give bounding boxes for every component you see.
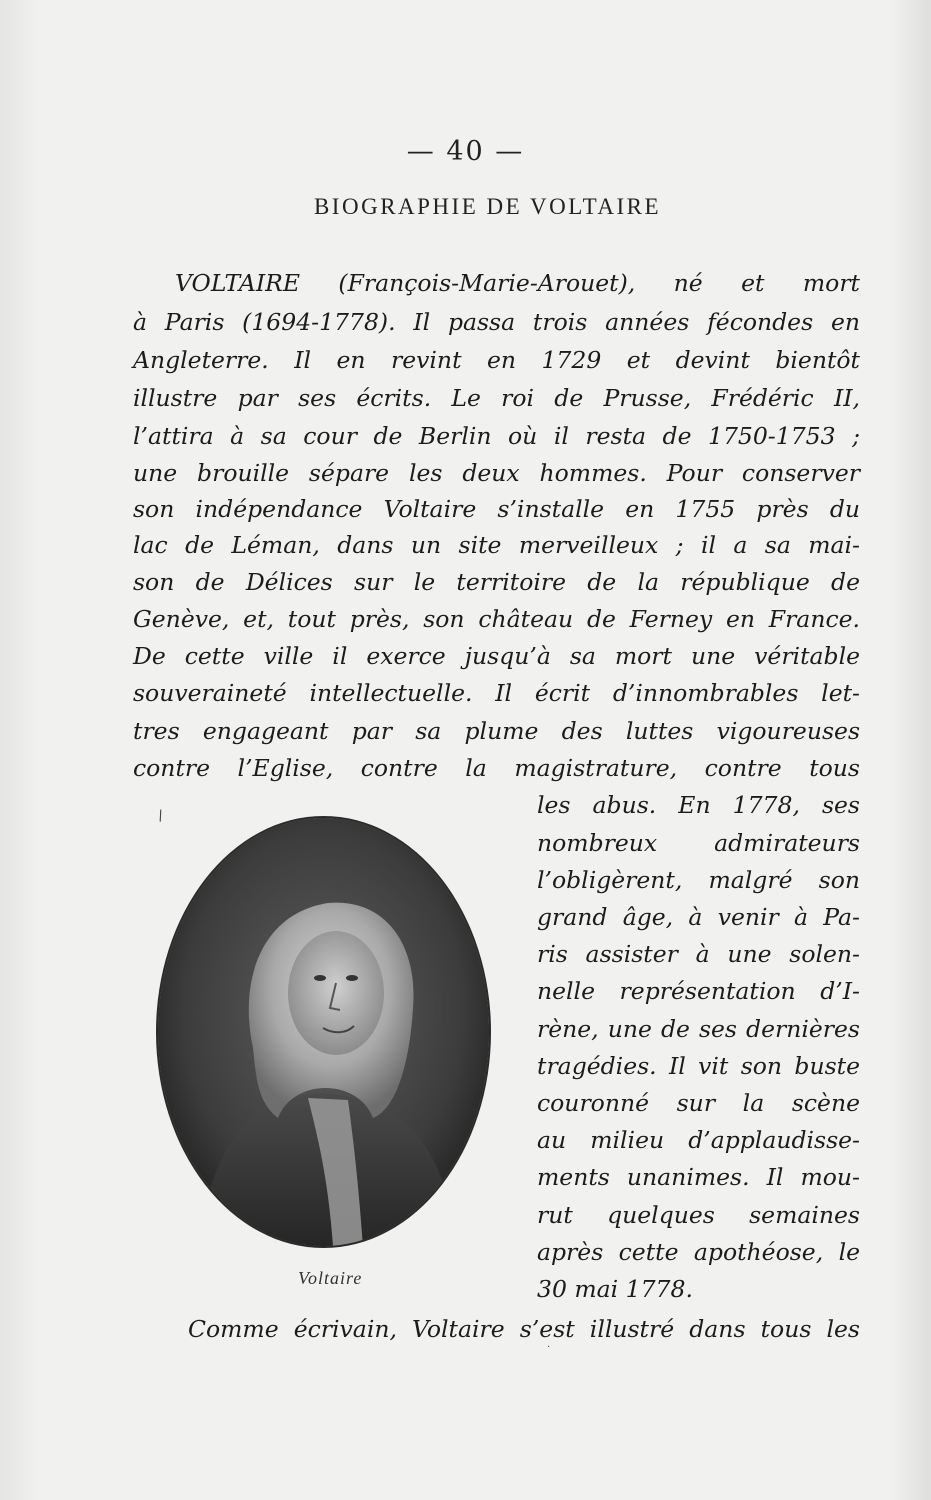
text-line: nelle représentation d’I- — [537, 977, 860, 1005]
text-line: après cette apothéose, le — [537, 1238, 860, 1266]
text-line: couronné sur la scène — [537, 1089, 860, 1117]
text-line: son de Délices sur le territoire de la république de — [133, 568, 860, 596]
page-heading: BIOGRAPHIE DE VOLTAIRE — [313, 194, 662, 219]
text-line: ris assister à une solen- — [537, 940, 860, 968]
text-line: l’attira à sa cour de Berlin où il resta de 1750-1753 ; — [133, 422, 860, 450]
text-line: Comme écrivain, Voltaire s’est illustré dans tous les — [188, 1315, 860, 1343]
text-line: l’obligèrent, malgré son — [537, 866, 860, 894]
print-mark-icon: \ — [155, 807, 166, 825]
text-line: contre l’Eglise, contre la magistrature, contre tous — [133, 754, 860, 782]
text-line: grand âge, à venir à Pa- — [537, 903, 860, 931]
text-line: au milieu d’applaudisse- — [537, 1126, 860, 1154]
text-line: souveraineté intellectuelle. Il écrit d’innombrables let- — [133, 679, 860, 707]
portrait-caption: Voltaire — [298, 1268, 363, 1288]
text-line: une brouille sépare les deux hommes. Pour conserver — [133, 459, 860, 487]
text-line: lac de Léman, dans un site merveilleux ; il a sa mai- — [133, 531, 860, 559]
portrait-engraving-icon — [158, 818, 489, 1246]
text-line: Genève, et, tout près, son château de Ferney en France. — [133, 605, 860, 633]
text-line: ments unanimes. Il mou- — [537, 1163, 860, 1191]
text-line: tragédies. Il vit son buste — [537, 1052, 860, 1080]
print-dot-icon: · — [547, 1342, 551, 1353]
text-line: De cette ville il exerce jusqu’à sa mort une véritable — [133, 642, 860, 670]
text-line: VOLTAIRE (François-Marie-Arouet), né et mort — [175, 269, 860, 297]
text-line: son indépendance Voltaire s’installe en 1755 près du — [133, 495, 860, 523]
text-line: tres engageant par sa plume des luttes vigoureuses — [133, 717, 860, 745]
text-line: rut quelques semaines — [537, 1201, 860, 1229]
text-line: les abus. En 1778, ses — [537, 791, 860, 819]
text-line: rène, une de ses dernières — [537, 1015, 860, 1043]
text-line: à Paris (1694-1778). Il passa trois années fécondes en — [133, 308, 860, 336]
text-line: 30 mai 1778. — [537, 1275, 693, 1303]
text-line: illustre par ses écrits. Le roi de Prusse, Frédéric II, — [133, 384, 860, 412]
text-line: Angleterre. Il en revint en 1729 et devint bientôt — [133, 346, 860, 374]
voltaire-portrait — [158, 818, 489, 1246]
page-number: — 40 — — [406, 136, 525, 167]
text-line: nombreux admirateurs — [537, 829, 860, 857]
